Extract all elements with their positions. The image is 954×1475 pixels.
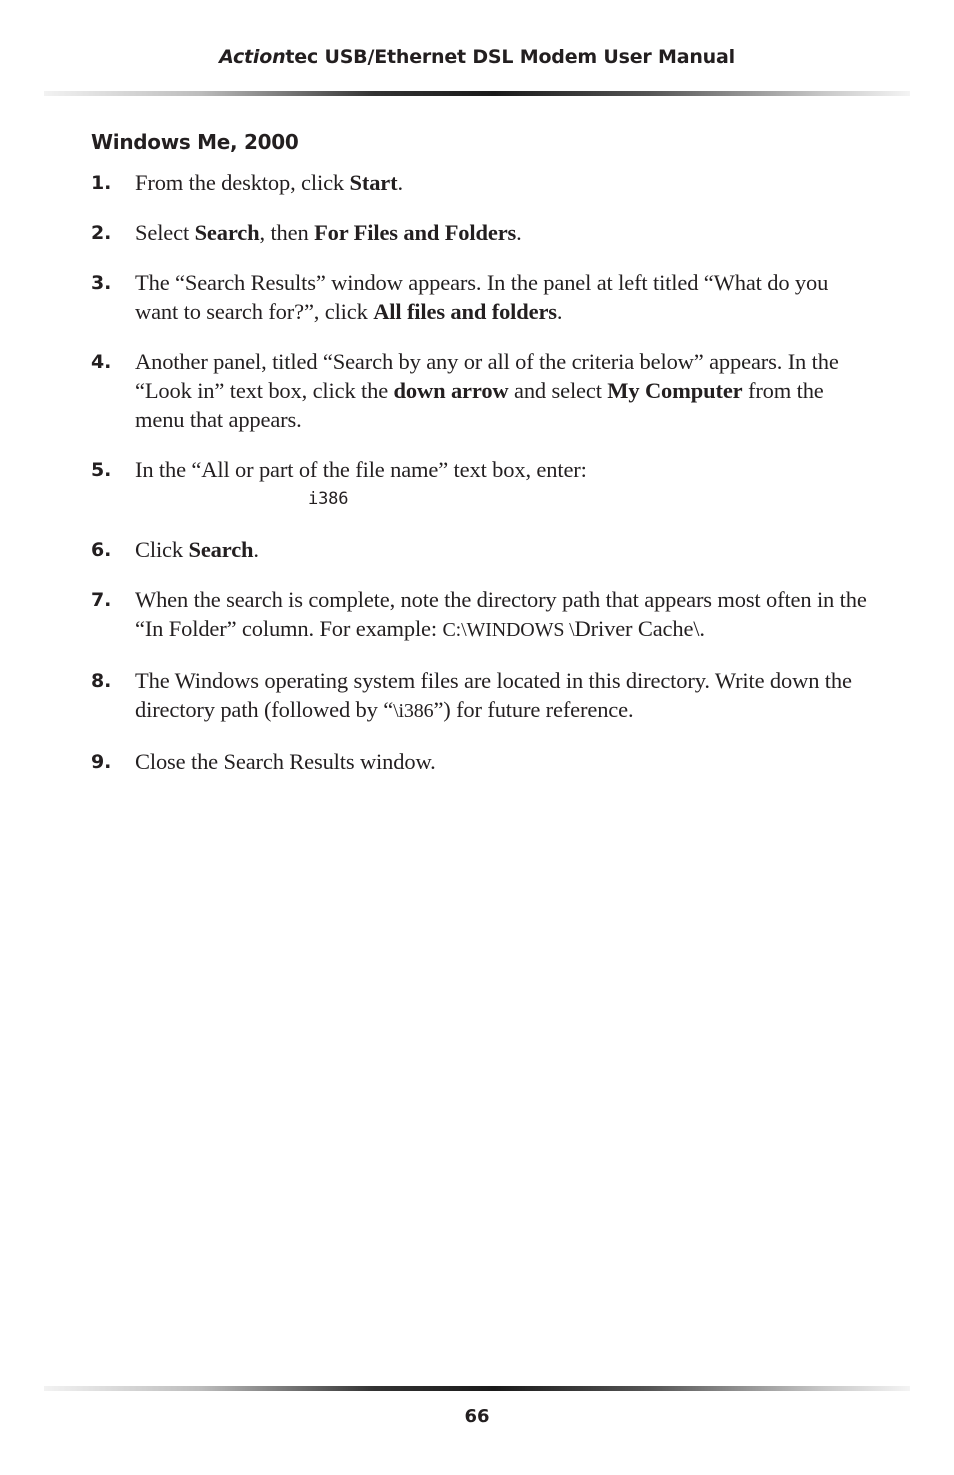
- step-emphasis: down arrow: [393, 378, 509, 403]
- step-7: [91, 585, 871, 645]
- step-text: Click: [135, 537, 189, 562]
- step-text: , then: [259, 220, 315, 245]
- step-text: .: [397, 170, 403, 195]
- code-sample: i386: [308, 489, 349, 509]
- header-rule: [44, 91, 910, 96]
- step-1: [91, 168, 871, 197]
- path-text: C:\WINDOWS \: [442, 619, 575, 641]
- brand-italic: Action: [219, 46, 286, 68]
- step-number: 2.: [91, 222, 112, 244]
- step-text: .: [253, 537, 259, 562]
- step-emphasis: All files and folders: [373, 299, 557, 324]
- footer-rule: [44, 1386, 910, 1391]
- step-text: .: [556, 299, 563, 324]
- header-title: tec USB/Ethernet DSL Modem User Manual: [285, 46, 735, 68]
- step-8: [91, 666, 871, 726]
- step-emphasis: Search: [194, 220, 260, 245]
- step-number: 8.: [91, 670, 112, 692]
- section-title: Windows Me, 2000: [91, 130, 299, 154]
- step-text: Driver Cache\.: [574, 616, 705, 641]
- path-text: \i386: [393, 700, 434, 722]
- step-text: The Windows operating system files are located in this directory. Write down the directory path (followed by “: [135, 668, 852, 722]
- step-text: from the menu that appears.: [135, 378, 824, 432]
- step-text: In the “All or part of the file name” text box, enter:: [135, 457, 587, 482]
- step-number: 5.: [91, 459, 112, 481]
- step-3: [91, 268, 871, 326]
- step-9: [91, 747, 871, 776]
- step-number: 1.: [91, 172, 112, 194]
- running-header: [0, 46, 954, 68]
- page-number: 66: [464, 1406, 490, 1427]
- step-number: 7.: [91, 589, 112, 611]
- step-text: The “Search Results” window appears. In the panel at left titled “What do you want to search for?”, click: [135, 270, 829, 324]
- step-text: From the desktop, click: [135, 170, 350, 195]
- step-text: .: [516, 220, 522, 245]
- step-text: When the search is complete, note the directory path that appears most often in the “In Folder” column. For example:: [135, 587, 867, 641]
- step-text: Another panel, titled “Search by any or all of the criteria below” appears. In the “Look in” text box, click the: [135, 349, 839, 403]
- step-text: Select: [135, 220, 195, 245]
- step-text: ”) for future reference.: [433, 697, 634, 722]
- step-6: [91, 535, 871, 564]
- step-4: [91, 347, 871, 434]
- step-number: 3.: [91, 272, 112, 294]
- step-emphasis: Start: [349, 170, 398, 195]
- step-emphasis: My Computer: [607, 378, 743, 403]
- step-number: 6.: [91, 539, 112, 561]
- step-text: and select: [508, 378, 608, 403]
- step-emphasis: For Files and Folders: [314, 220, 517, 245]
- step-emphasis: Search: [188, 537, 254, 562]
- step-5: [91, 455, 871, 514]
- step-2: [91, 218, 871, 247]
- step-text: Close the Search Results window.: [135, 749, 436, 774]
- instruction-list: [91, 168, 871, 797]
- step-number: 4.: [91, 351, 112, 373]
- step-number: 9.: [91, 751, 112, 773]
